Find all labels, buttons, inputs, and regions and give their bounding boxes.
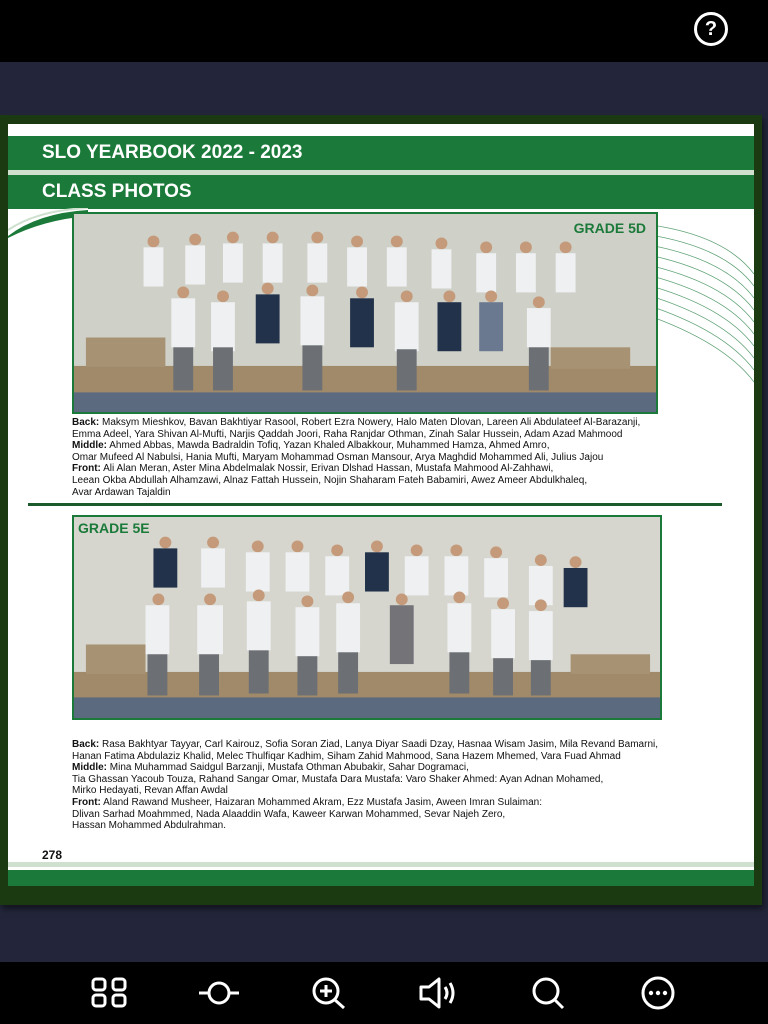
names-line: Hassan Mohammed Abdulrahman. <box>72 820 226 832</box>
grade-label-5d: GRADE 5D <box>573 220 646 236</box>
class-photo-5e <box>72 515 662 720</box>
names-line: Tia Ghassan Yacoub Touza, Rahand Sangar Omar, Mustafa Dara Mustafa: Varo Shaker Ahmed: Ayan Adnan Mohamed, <box>72 773 604 785</box>
grid-icon[interactable] <box>90 976 130 1010</box>
class-photo-5d-image <box>74 214 656 412</box>
names-line: Dlivan Sarhad Moahmmed, Nada Alaaddin Wafa, Kaweer Karwan Mohammed, Sevar Najeh Zero, <box>72 808 506 820</box>
page-number: 278 <box>42 848 63 862</box>
page-title: SLO YEARBOOK 2022 - 2023 <box>42 142 303 163</box>
names-line: Front: Aland Rawand Musheer, Haizaran Mohammed Akram, Ezz Mustafa Jasim, Aween Imran Sulaiman: <box>72 796 543 808</box>
title-band <box>8 136 754 170</box>
yearbook-page <box>0 115 762 905</box>
names-line: Omar Mufeed Al Nabulsi, Hania Mufti, Maryam Mohammad Osman Mansour, Arya Maghdid Mohammed Ali, Julius Jajou <box>72 451 604 463</box>
decorative-swoosh-right <box>644 214 754 394</box>
subtitle-band <box>8 175 754 209</box>
names-line: Back: Maksym Mieshkov, Bavan Bakhtiyar Rasool, Robert Ezra Nowery, Halo Maten Dlovan, Lareen Ali Abdulateef Al-Barazanji, <box>72 417 641 428</box>
page-content <box>8 124 754 886</box>
names-line: Back: Rasa Bakhtyar Tayyar, Carl Kairouz, Sofia Soran Ziad, Lanya Diyar Saadi Dzay, Hasnaa Wisam Jasim, Mila Revand Bamarni, <box>72 739 658 750</box>
names-line: Avar Ardawan Tajaldin <box>72 486 171 498</box>
grade-label-5e: GRADE 5E <box>78 520 150 536</box>
names-line: Front: Ali Alan Meran, Aster Mina Abdelmalak Nossir, Erivan Dlshad Hassan, Mustafa Mahmood Al-Zahhawi, <box>72 463 554 475</box>
speaker-icon[interactable] <box>418 976 458 1010</box>
names-5e <box>72 739 742 832</box>
footer-band <box>8 870 754 886</box>
search-icon[interactable] <box>528 976 568 1010</box>
names-line: Mirko Hedayati, Revan Affan Awdal <box>72 785 228 797</box>
names-5d <box>72 417 742 498</box>
zoom-in-icon[interactable] <box>309 976 349 1010</box>
names-line: Hanan Fatima Abdulaziz Khalid, Melec Thulfiqar Kadhim, Siham Zahid Mahmood, Sana Hazem Mhemed, Vara Fuad Ahmad <box>72 750 621 762</box>
names-line: Emma Adeel, Yara Shivan Al-Mufti, Narjis Qaddah Joori, Raha Ranjdar Othman, Zinah Salar Hussein, Adam Azad Mahmood <box>72 428 623 440</box>
names-line: Middle: Ahmed Abbas, Mawda Badraldin Tofiq, Yazan Khaled Albakkour, Muhammed Hamza, Ahmed Amro, <box>72 440 550 452</box>
bottom-toolbar <box>0 962 768 1024</box>
class-photo-5e-image <box>74 517 660 718</box>
class-photo-5d <box>72 212 658 414</box>
footer-divider <box>8 862 754 867</box>
fit-page-icon[interactable] <box>199 976 239 1010</box>
top-toolbar <box>0 0 768 62</box>
help-circle-icon[interactable]: ? <box>694 12 728 46</box>
names-line: Middle: Mina Muhammad Saidgul Barzanji, Mustafa Othman Abubakir, Sahar Dogramaci, <box>72 762 469 774</box>
more-icon[interactable] <box>638 976 678 1010</box>
page-subtitle: CLASS PHOTOS <box>42 181 192 202</box>
section-divider <box>28 503 722 506</box>
names-line: Leean Okba Abdullah Alhamzawi, Alnaz Fattah Hussein, Nojin Shaharam Fateh Babamiri, Awez Ameer Abdulkhaleq, <box>72 474 588 486</box>
